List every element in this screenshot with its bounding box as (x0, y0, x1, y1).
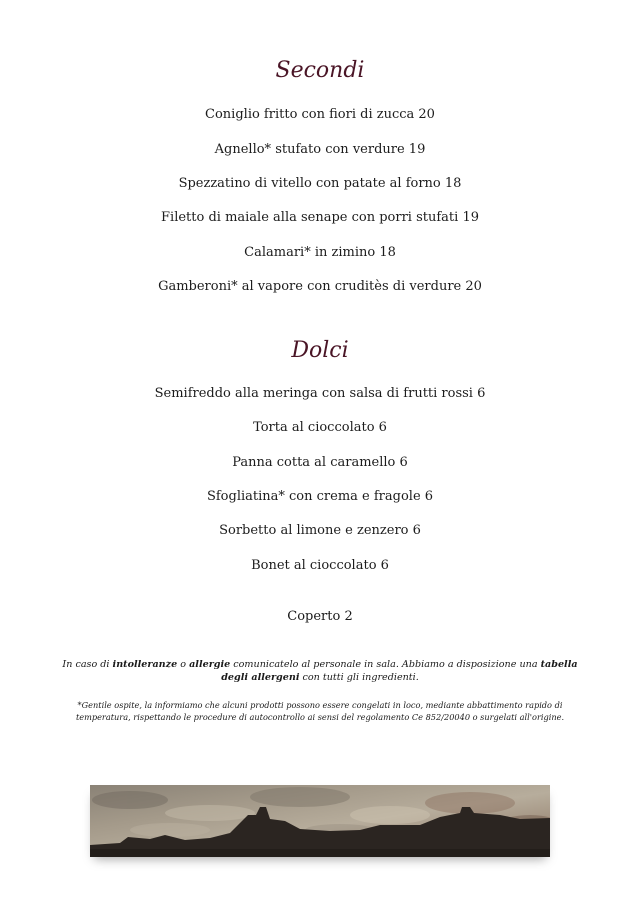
allergy-note-bold: intolleranze (112, 659, 178, 670)
dolci-item: Sorbetto al limone e zenzero 6 (219, 523, 421, 538)
secondi-item: Spezzatino di vitello con patate al forno 18 (178, 176, 462, 191)
secondi-item: Gamberoni* al vapore con cruditès di verdure 20 (158, 279, 482, 294)
allergy-note-text: In caso di (62, 659, 113, 670)
dolci-item: Semifreddo alla meringa con salsa di frutti rossi 6 (154, 386, 486, 401)
secondi-title: Secondi (275, 58, 365, 83)
dolci-item: Sfogliatina* con crema e fragole 6 (206, 489, 434, 504)
dolci-title: Dolci (291, 338, 349, 363)
dolci-item: Bonet al cioccolato 6 (251, 558, 389, 573)
village-skyline-photo (90, 785, 550, 857)
secondi-item: Calamari* in zimino 18 (244, 245, 396, 260)
allergy-note-text: o (177, 659, 190, 670)
frozen-products-note: *Gentile ospite, la informiamo che alcuni prodotti possono essere congelati in loco, mediante abbattimento rapido di temperatura, rispettando le procedure di autocontrollo ai sensi del regolamento Ce 852/20040 o surgelati all'origine. (75, 700, 565, 722)
dolci-item: Panna cotta al caramello 6 (232, 455, 408, 470)
allergy-note (60, 658, 580, 684)
allergy-note-text: con tutti gli ingredienti. (299, 672, 419, 683)
allergy-note-bold: tabella degli allergeni (221, 659, 578, 683)
secondi-item: Coniglio fritto con fiori di zucca 20 (205, 107, 435, 122)
allergy-note-bold: allergie (189, 659, 231, 670)
coperto-line: Coperto 2 (287, 609, 353, 624)
allergy-note-text: comunicatelo al personale in sala. Abbiamo a disposizione una (230, 659, 541, 670)
secondi-item: Filetto di maiale alla senape con porri stufati 19 (161, 210, 479, 225)
dolci-item: Torta al cioccolato 6 (253, 420, 387, 435)
secondi-item: Agnello* stufato con verdure 19 (214, 142, 426, 157)
